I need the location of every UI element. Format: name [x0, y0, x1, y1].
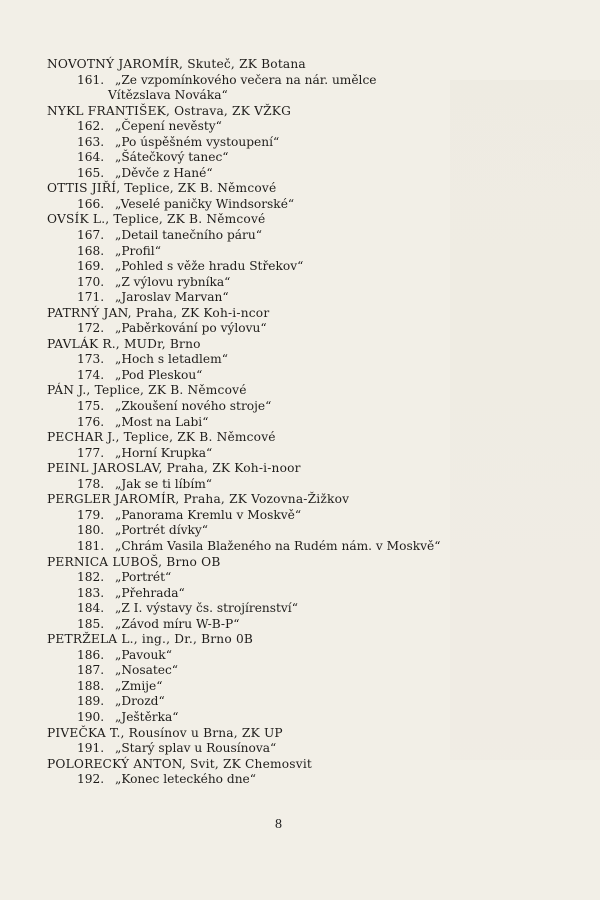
catalog-entry — [47, 586, 577, 602]
entry-number: 166. — [77, 196, 105, 211]
entry-title: „Portrét“ — [115, 570, 172, 585]
entry-title: „Šátečkový tanec“ — [115, 150, 229, 165]
entry-title: „Zkoušení nového stroje“ — [115, 399, 272, 414]
entry-title: „Zmije“ — [115, 678, 163, 693]
catalog-entry — [47, 663, 577, 679]
entry-title: „Hoch s letadlem“ — [115, 352, 228, 367]
catalog-entry — [47, 539, 577, 555]
catalog-entry — [47, 290, 577, 306]
entry-title: „Panorama Kremlu v Moskvě“ — [115, 507, 302, 522]
author-heading: PECHAR J., Teplice, ZK B. Němcové — [47, 430, 276, 445]
entry-number: 182. — [77, 570, 105, 585]
entry-number: 192. — [77, 772, 105, 787]
entry-number: 171. — [77, 290, 105, 305]
entry-title: „Z I. výstavy čs. strojírenství“ — [115, 601, 298, 616]
catalog-entry — [47, 741, 577, 757]
catalog-entry — [47, 368, 577, 384]
catalog-entry — [47, 601, 577, 617]
entry-number: 168. — [77, 243, 105, 258]
entry-number: 173. — [77, 352, 105, 367]
catalog-entry — [47, 197, 577, 213]
author-heading: OVSÍK L., Teplice, ZK B. Němcové — [47, 212, 266, 227]
entry-number: 186. — [77, 647, 105, 662]
entry-title: „Horní Krupka“ — [115, 445, 213, 460]
entry-title: „Jak se ti líbím“ — [115, 476, 213, 491]
entry-title: „Z výlovu rybníka“ — [115, 274, 231, 289]
author-heading: PERNICA LUBOŠ, Brno OB — [47, 554, 221, 569]
catalog-entry — [47, 772, 577, 788]
entry-number: 175. — [77, 399, 105, 414]
entry-title: „Pohled s věže hradu Střekov“ — [115, 259, 304, 274]
catalog-entry — [47, 150, 577, 166]
catalog-entry — [47, 523, 577, 539]
entry-number: 161. — [77, 72, 105, 87]
author-heading: PATRNÝ JAN, Praha, ZK Koh-i-ncor — [47, 305, 270, 320]
author-heading: PAVLÁK R., MUDr, Brno — [47, 336, 201, 351]
entry-title: „Ještěrka“ — [115, 709, 179, 724]
author-heading: PIVEČKA T., Rousínov u Brna, ZK UP — [47, 725, 283, 740]
entry-title-continuation: Vítězslava Nováka“ — [108, 88, 228, 103]
catalog-entry — [47, 399, 577, 415]
catalog-entry — [47, 617, 577, 633]
entry-title: „Přehrada“ — [115, 585, 185, 600]
entry-number: 179. — [77, 507, 105, 522]
entry-title: „Po úspěšném vystoupení“ — [115, 134, 280, 149]
entry-number: 169. — [77, 259, 105, 274]
catalog-list — [47, 57, 577, 788]
entry-number: 172. — [77, 321, 105, 336]
author-heading: OTTIS JIŘÍ, Teplice, ZK B. Němcové — [47, 181, 277, 196]
entry-title: „Paběrkování po výlovu“ — [115, 321, 267, 336]
entry-number: 185. — [77, 616, 105, 631]
entry-number: 174. — [77, 367, 105, 382]
author-heading: PERGLER JAROMÍR, Praha, ZK Vozovna-Žižkov — [47, 492, 350, 507]
catalog-entry — [47, 228, 577, 244]
entry-title: „Pavouk“ — [115, 647, 172, 662]
catalog-entry — [47, 244, 577, 260]
catalog-entry — [47, 119, 577, 135]
catalog-entry — [47, 275, 577, 291]
catalog-entry — [47, 477, 577, 493]
catalog-entry — [47, 166, 577, 182]
entry-number: 176. — [77, 414, 105, 429]
author-heading: NOVOTNÝ JAROMÍR, Skuteč, ZK Botana — [47, 57, 306, 71]
entry-title: „Děvče z Hané“ — [115, 165, 213, 180]
entry-title: „Závod míru W-B-P“ — [115, 616, 240, 631]
entry-number: 184. — [77, 601, 105, 616]
author-heading: POLORECKÝ ANTON, Svit, ZK Chemosvit — [47, 756, 313, 771]
catalog-entry — [47, 694, 577, 710]
entry-number: 162. — [77, 119, 105, 134]
catalog-entry — [47, 648, 577, 664]
catalog-entry — [47, 710, 577, 726]
entry-title: „Veselé paničky Windsorské“ — [115, 196, 295, 211]
entry-title: „Ze vzpomínkového večera na nár. umělce — [115, 72, 377, 87]
author-heading: NYKL FRANTIŠEK, Ostrava, ZK VŽKG — [47, 103, 292, 118]
catalog-entry — [47, 679, 577, 695]
catalog-entry — [47, 135, 577, 151]
entry-title: „Chrám Vasila Blaženého na Rudém nám. v Moskvě“ — [115, 538, 441, 553]
catalog-entry — [47, 415, 577, 431]
entry-number: 164. — [77, 150, 105, 165]
catalog-entry — [47, 321, 577, 337]
page-number: 8 — [275, 817, 282, 832]
catalog-entry — [47, 352, 577, 368]
entry-title: „Jaroslav Marvan“ — [115, 290, 229, 305]
entry-number: 167. — [77, 228, 105, 243]
catalog-entry — [47, 508, 577, 524]
entry-number: 180. — [77, 523, 105, 538]
entry-title: „Drozd“ — [115, 694, 165, 709]
catalog-entry — [47, 259, 577, 275]
catalog-entry — [47, 570, 577, 586]
entry-title: „Profil“ — [115, 243, 161, 258]
entry-number: 183. — [77, 585, 105, 600]
entry-number: 165. — [77, 165, 105, 180]
entry-number: 190. — [77, 709, 105, 724]
entry-number: 181. — [77, 538, 105, 553]
entry-title: „Most na Labi“ — [115, 414, 209, 429]
entry-title: „Portrét dívky“ — [115, 523, 208, 538]
entry-title: „Čepení nevěsty“ — [115, 119, 222, 134]
entry-number: 170. — [77, 274, 105, 289]
entry-title: „Konec leteckého dne“ — [115, 772, 256, 787]
entry-title: „Pod Pleskou“ — [115, 367, 203, 382]
entry-number: 191. — [77, 741, 105, 756]
catalog-entry — [47, 446, 577, 462]
entry-number: 177. — [77, 445, 105, 460]
entry-number: 187. — [77, 663, 105, 678]
entry-title: „Detail tanečního páru“ — [115, 228, 262, 243]
entry-number: 189. — [77, 694, 105, 709]
author-heading: PETRŽELA L., ing., Dr., Brno 0B — [47, 632, 254, 647]
entry-title: „Starý splav u Rousínova“ — [115, 741, 277, 756]
author-heading: PEINL JAROSLAV, Praha, ZK Koh-i-noor — [47, 461, 301, 476]
catalog-entry — [47, 73, 577, 89]
entry-number: 178. — [77, 476, 105, 491]
author-heading: PÁN J., Teplice, ZK B. Němcové — [47, 383, 247, 398]
entry-title: „Nosatec“ — [115, 663, 179, 678]
entry-number: 163. — [77, 134, 105, 149]
entry-number: 188. — [77, 678, 105, 693]
